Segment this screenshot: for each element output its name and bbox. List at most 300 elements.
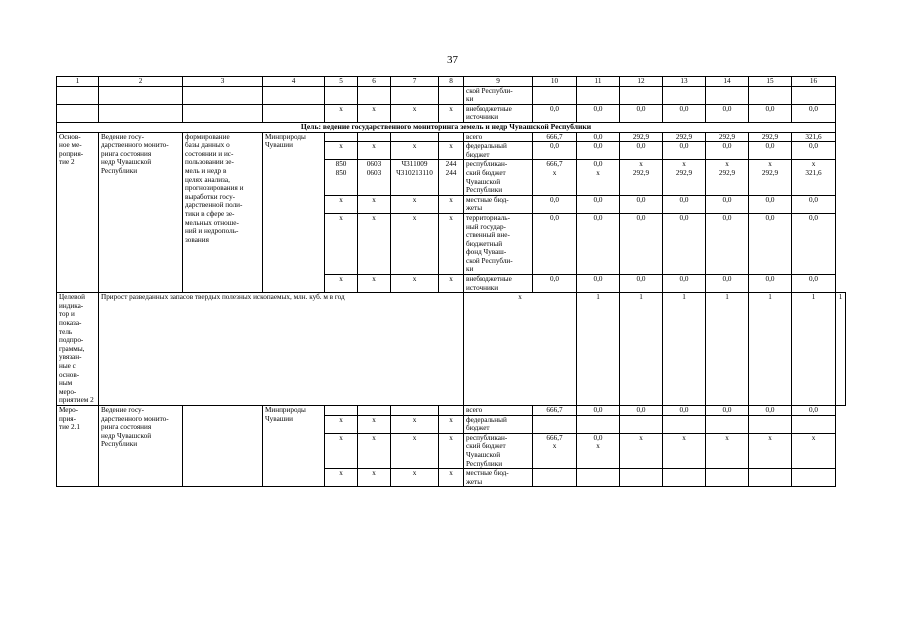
text-line: формирование — [185, 132, 230, 141]
empty-cell — [577, 86, 620, 104]
amount-cell: 0,0 — [663, 405, 706, 415]
csr-cell — [391, 160, 439, 195]
amount-cell: 0,0 — [749, 405, 792, 415]
continuation-row — [57, 104, 846, 122]
text-line: всего — [466, 405, 483, 414]
empty-cell — [263, 86, 325, 104]
code-cell: х — [439, 275, 464, 293]
empty-cell — [439, 405, 464, 415]
amount-cell: 0,0 — [620, 275, 663, 293]
event-label — [57, 405, 99, 486]
text-line: тор и — [59, 310, 75, 319]
amount-cell: 0,0 — [533, 104, 577, 122]
amount-cell: 0,0 — [533, 275, 577, 293]
amount-line: х — [596, 168, 600, 177]
empty-cell — [325, 132, 358, 142]
text-line: Целевой — [59, 293, 85, 302]
amount-cell: 0,0 — [620, 405, 663, 415]
source-cell — [464, 213, 533, 274]
amount-cell: 0,0 — [792, 275, 836, 293]
amount-line: х — [811, 433, 816, 442]
empty-cell — [325, 86, 358, 104]
amount-cell: 0,0 — [663, 213, 706, 274]
code-cell: х — [391, 213, 439, 274]
text-line: 850 — [335, 168, 347, 177]
amount-cell: 0,0 — [620, 195, 663, 213]
text-line: Меро- — [59, 405, 79, 414]
code-cell: х — [391, 275, 439, 293]
text-line: Ч311009 — [401, 160, 428, 169]
code-cell: х — [439, 104, 464, 122]
empty-cell — [663, 415, 706, 433]
amount-line: 292,9 — [718, 168, 736, 177]
code-cell: х — [439, 469, 464, 487]
text-line: индика- — [59, 301, 84, 310]
indicator-text: Прирост разведанных запасов твердых полезных ископаемых, млн. куб. м в год — [99, 293, 464, 406]
header-cell: 15 — [749, 77, 792, 87]
vr-cell — [439, 160, 464, 195]
code-cell: х — [358, 104, 391, 122]
source-cell — [464, 415, 533, 433]
amount-cell: 1 — [706, 293, 749, 406]
text-line: ской Республи- — [466, 86, 513, 95]
amount-cell: 0,0 — [706, 104, 749, 122]
text-line: ки — [466, 95, 474, 104]
text-line: всего — [466, 132, 483, 141]
amount-line: 0,0 — [593, 160, 603, 169]
empty-cell — [57, 104, 99, 122]
amount-line: х — [811, 160, 816, 169]
code-cell: х — [325, 469, 358, 487]
code-cell: х — [439, 142, 464, 160]
amount-cell: 0,0 — [577, 405, 620, 415]
header-cell: 14 — [706, 77, 749, 87]
source-cell — [464, 433, 533, 468]
text-line: бюджет — [466, 150, 490, 159]
amount-cell: 292,9 — [706, 132, 749, 142]
text-line: Республики — [101, 440, 138, 449]
empty-cell — [358, 132, 391, 142]
text-line: Чувашской — [466, 177, 501, 186]
amount-cell: 0,0 — [706, 405, 749, 415]
text-line: состоянии и ис- — [185, 149, 234, 158]
source-cell — [464, 160, 533, 195]
text-line: Чувашии — [265, 141, 293, 150]
empty-cell — [183, 104, 263, 122]
amount-cell — [620, 433, 663, 468]
amount-line: х — [682, 433, 686, 442]
text-line: ные с — [59, 362, 76, 370]
header-cell: 2 — [99, 77, 183, 87]
amount-cell: 0,0 — [620, 104, 663, 122]
text-line: показа- — [59, 319, 82, 328]
event-label — [57, 132, 99, 293]
text-line: меро- — [59, 387, 77, 396]
empty-cell — [358, 405, 391, 415]
text-line: мель и недр в — [185, 166, 227, 175]
header-cell: 12 — [620, 77, 663, 87]
amount-cell: 292,9 — [663, 132, 706, 142]
amount-cell — [663, 160, 706, 195]
code-cell: х — [391, 433, 439, 468]
text-line: прия- — [59, 414, 76, 423]
code-cell: х — [325, 195, 358, 213]
amount-line: 321,6 — [805, 168, 822, 177]
amount-cell — [749, 433, 792, 468]
amount-line: х — [725, 160, 729, 169]
text-line: Республики — [466, 459, 503, 468]
amount-line: х — [639, 160, 643, 169]
empty-cell — [706, 469, 749, 487]
code-cell: х — [358, 275, 391, 293]
amount-cell: 0,0 — [792, 104, 836, 122]
text-line: бюджет — [466, 424, 490, 433]
amount-cell: 1 — [620, 293, 663, 406]
text-line: внебюджетные — [466, 104, 512, 113]
code-cell: х — [391, 142, 439, 160]
amount-line: х — [725, 433, 729, 442]
amount-cell: 0,0 — [706, 142, 749, 160]
empty-cell — [391, 86, 439, 104]
text-line: 850 — [335, 160, 347, 169]
code-cell: х — [325, 275, 358, 293]
amount-cell: 292,9 — [620, 132, 663, 142]
amount-cell — [706, 433, 749, 468]
amount-cell — [577, 433, 620, 468]
code-cell: х — [325, 104, 358, 122]
source-cell — [464, 275, 533, 293]
text-line: дарственного монито- — [101, 141, 169, 150]
code-cell: х — [391, 195, 439, 213]
text-line: территориаль- — [466, 213, 510, 222]
empty-cell — [263, 104, 325, 122]
amount-cell: 0,0 — [577, 195, 620, 213]
amount-cell: 0,0 — [749, 275, 792, 293]
amount-cell: 0,0 — [706, 213, 749, 274]
header-cell: 11 — [577, 77, 620, 87]
empty-cell — [577, 415, 620, 433]
text-line: Минприроды — [265, 405, 306, 414]
text-line: недр Чувашской — [101, 431, 152, 440]
amount-line: х — [552, 442, 557, 451]
text-line: тие 2 — [59, 158, 75, 167]
text-line: федеральный — [466, 415, 507, 424]
indicator-label — [57, 293, 99, 406]
amount-cell: 1 — [792, 293, 836, 406]
empty-cell — [706, 415, 749, 433]
text-line: источники — [466, 113, 499, 122]
text-line: Чувашии — [265, 414, 293, 423]
source-cell — [464, 195, 533, 213]
text-line: ный государ- — [466, 222, 506, 231]
amount-cell: 0,0 — [792, 142, 836, 160]
source-cell — [464, 142, 533, 160]
code-cell: х — [325, 415, 358, 433]
amount-line: х — [768, 160, 772, 169]
code-cell: х — [325, 213, 358, 274]
text-line: Республики — [101, 166, 138, 175]
header-cell: 3 — [183, 77, 263, 87]
empty-cell — [620, 469, 663, 487]
indicator-row — [57, 293, 846, 406]
amount-cell: 666,7 — [533, 405, 577, 415]
text-line: пользовании зе- — [185, 158, 234, 167]
empty-cell — [533, 469, 577, 487]
code-cell: х — [439, 415, 464, 433]
empty-cell — [358, 86, 391, 104]
empty-cell — [439, 86, 464, 104]
amount-cell: 0,0 — [663, 195, 706, 213]
text-line: ский бюджет — [466, 442, 506, 451]
header-row — [57, 77, 846, 87]
text-line: граммы, — [59, 344, 85, 353]
text-line: республикан- — [466, 433, 508, 442]
text-line: роприя- — [59, 149, 84, 158]
text-line: мельных отноше- — [185, 218, 239, 227]
text-line: дарственного монито- — [101, 414, 169, 423]
header-cell: 8 — [439, 77, 464, 87]
text-line: Ч310213110 — [396, 168, 433, 177]
header-cell: 13 — [663, 77, 706, 87]
empty-cell — [533, 415, 577, 433]
text-line: тие 2.1 — [59, 423, 80, 432]
source-cell — [464, 104, 533, 122]
amount-cell — [533, 160, 577, 195]
text-line: жеты — [466, 477, 483, 486]
source-cell — [464, 132, 533, 142]
amount-line: х — [682, 160, 686, 169]
code-cell: х — [325, 142, 358, 160]
text-line: ринга состояния — [101, 423, 152, 432]
amount-cell: 666,7 — [533, 132, 577, 142]
amount-line: 292,9 — [675, 168, 693, 177]
text-line: целях анализа, — [185, 175, 230, 184]
page-number: 37 — [447, 54, 458, 66]
text-line: тики в сфере зе- — [185, 209, 235, 218]
amount-line: х — [552, 168, 557, 177]
empty-cell — [792, 86, 836, 104]
empty-cell — [620, 415, 663, 433]
empty-cell — [99, 104, 183, 122]
text-line: ки — [466, 265, 474, 274]
text-line: местные бюд- — [466, 469, 509, 478]
code-cell: х — [439, 433, 464, 468]
empty-cell — [792, 415, 836, 433]
goal-row — [57, 122, 846, 132]
event-name — [99, 405, 183, 486]
amount-cell — [533, 433, 577, 468]
amount-line: 0,0 — [593, 433, 603, 442]
block1-total-row — [57, 132, 846, 142]
empty-cell — [391, 132, 439, 142]
source-cell — [464, 469, 533, 487]
amount-cell: 0,0 — [792, 405, 836, 415]
empty-cell — [792, 469, 836, 487]
text-line: ное ме- — [59, 141, 82, 150]
amount-cell: 0,0 — [577, 142, 620, 160]
text-line: федеральный — [466, 142, 507, 151]
amount-line: 666,7 — [546, 433, 563, 442]
empty-cell — [577, 469, 620, 487]
amount-cell — [792, 433, 836, 468]
amount-cell — [706, 160, 749, 195]
text-line: основ- — [59, 370, 80, 379]
amount-cell: 0,0 — [792, 195, 836, 213]
text-line: базы данных о — [185, 141, 230, 150]
rz-cell — [358, 160, 391, 195]
code-cell: х — [358, 415, 391, 433]
block2-total-row — [57, 405, 846, 415]
amount-cell: 0,0 — [577, 213, 620, 274]
empty-cell — [533, 86, 577, 104]
text-line: ственный вне- — [466, 231, 510, 240]
amount-cell: 0,0 — [620, 213, 663, 274]
text-line: ний и недрополь- — [185, 227, 239, 236]
empty-cell — [620, 86, 663, 104]
text-line: ным — [59, 379, 73, 388]
empty-cell — [706, 86, 749, 104]
text-line: недр Чувашской — [101, 158, 152, 167]
amount-cell: 0,0 — [577, 275, 620, 293]
amount-cell — [663, 433, 706, 468]
empty-cell — [749, 86, 792, 104]
amount-cell: 0,0 — [749, 104, 792, 122]
code-cell: х — [358, 195, 391, 213]
text-line: источники — [466, 283, 499, 292]
empty-cell — [325, 405, 358, 415]
text-line: фонд Чуваш- — [466, 248, 507, 257]
code-cell: х — [358, 142, 391, 160]
code-cell: х — [358, 469, 391, 487]
code-cell: х — [358, 433, 391, 468]
text-line: Ведение госу- — [101, 132, 145, 141]
amount-cell — [620, 160, 663, 195]
text-line: 244 — [445, 160, 457, 169]
empty-cell — [749, 469, 792, 487]
text-line: внебюджетные — [466, 275, 512, 284]
amount-cell: 0,0 — [577, 132, 620, 142]
text-line: Основ- — [59, 132, 81, 141]
header-cell: 9 — [464, 77, 533, 87]
header-cell: 7 — [391, 77, 439, 87]
amount-line: 292,9 — [632, 168, 650, 177]
amount-cell: 0,0 — [533, 213, 577, 274]
code-cell: х — [358, 213, 391, 274]
amount-cell: 0,0 — [663, 104, 706, 122]
source-cell — [464, 86, 533, 104]
amount-cell: 0,0 — [749, 195, 792, 213]
amount-cell — [749, 160, 792, 195]
text-line: 0603 — [366, 168, 382, 177]
header-cell: 10 — [533, 77, 577, 87]
text-line: прогнозирования и — [185, 184, 244, 193]
empty-cell — [439, 132, 464, 142]
amount-cell: 0,0 — [663, 142, 706, 160]
executor — [263, 132, 325, 293]
code-cell: х — [391, 469, 439, 487]
header-cell: 6 — [358, 77, 391, 87]
amount-cell — [792, 160, 836, 195]
amount-cell: 0,0 — [706, 195, 749, 213]
code-cell: х — [325, 433, 358, 468]
empty-cell — [57, 86, 99, 104]
text-line: бюджетный — [466, 239, 503, 248]
header-cell: 1 — [57, 77, 99, 87]
amount-line: х — [639, 433, 643, 442]
text-line: тель — [59, 327, 73, 336]
text-line: Республики — [466, 186, 503, 195]
empty-cell — [183, 86, 263, 104]
grbs-cell — [325, 160, 358, 195]
continuation-row — [57, 86, 846, 104]
empty-cell — [391, 405, 439, 415]
text-line: республикан- — [466, 160, 508, 169]
amount-line: 292,9 — [761, 168, 779, 177]
text-line: 244 — [445, 168, 457, 177]
goal-title: Цель: ведение государственного мониторинга земель и недр Чувашской Республики — [57, 122, 836, 132]
header-cell: 5 — [325, 77, 358, 87]
amount-cell — [577, 160, 620, 195]
indicator-x: х — [464, 293, 577, 406]
amount-cell: 0,0 — [620, 142, 663, 160]
amount-cell: 0,0 — [663, 275, 706, 293]
text-line: ской Республи- — [466, 256, 513, 265]
source-cell — [464, 405, 533, 415]
code-cell: х — [439, 195, 464, 213]
text-line: местные бюд- — [466, 195, 509, 204]
text-line: Чувашской — [466, 450, 501, 459]
text-line: Ведение госу- — [101, 405, 145, 414]
amount-cell: 1 — [749, 293, 792, 406]
text-line: ринга состояния — [101, 149, 152, 158]
amount-cell: 1 — [663, 293, 706, 406]
code-cell: х — [391, 104, 439, 122]
amount-line: 666,7 — [546, 160, 563, 169]
amount-cell: 0,0 — [706, 275, 749, 293]
text-line: приятием 2 — [59, 396, 94, 405]
text-line: Минприроды — [265, 132, 306, 141]
event-task — [183, 132, 263, 293]
amount-cell: 0,0 — [792, 213, 836, 274]
text-line: выработки госу- — [185, 192, 236, 201]
text-line: дарственной поли- — [185, 201, 243, 210]
empty-cell — [663, 469, 706, 487]
amount-cell: 0,0 — [749, 213, 792, 274]
text-line: зования — [185, 235, 209, 244]
amount-cell: 0,0 — [577, 104, 620, 122]
empty-cell — [99, 86, 183, 104]
amount-cell: 321,6 — [792, 132, 836, 142]
amount-line: х — [596, 442, 600, 451]
text-line: жеты — [466, 204, 483, 213]
budget-table — [56, 76, 846, 487]
amount-line: х — [768, 433, 772, 442]
empty-cell — [663, 86, 706, 104]
amount-cell: 1 — [836, 293, 846, 406]
header-cell: 16 — [792, 77, 836, 87]
amount-cell: 0,0 — [533, 195, 577, 213]
text-line: ский бюджет — [466, 168, 506, 177]
code-cell: х — [439, 213, 464, 274]
amount-cell: 292,9 — [749, 132, 792, 142]
amount-cell: 0,0 — [533, 142, 577, 160]
text-line: увязан- — [59, 353, 82, 362]
text-line: подпро- — [59, 336, 84, 345]
executor — [263, 405, 325, 486]
amount-cell: 0,0 — [749, 142, 792, 160]
header-cell: 4 — [263, 77, 325, 87]
event-task — [183, 405, 263, 486]
